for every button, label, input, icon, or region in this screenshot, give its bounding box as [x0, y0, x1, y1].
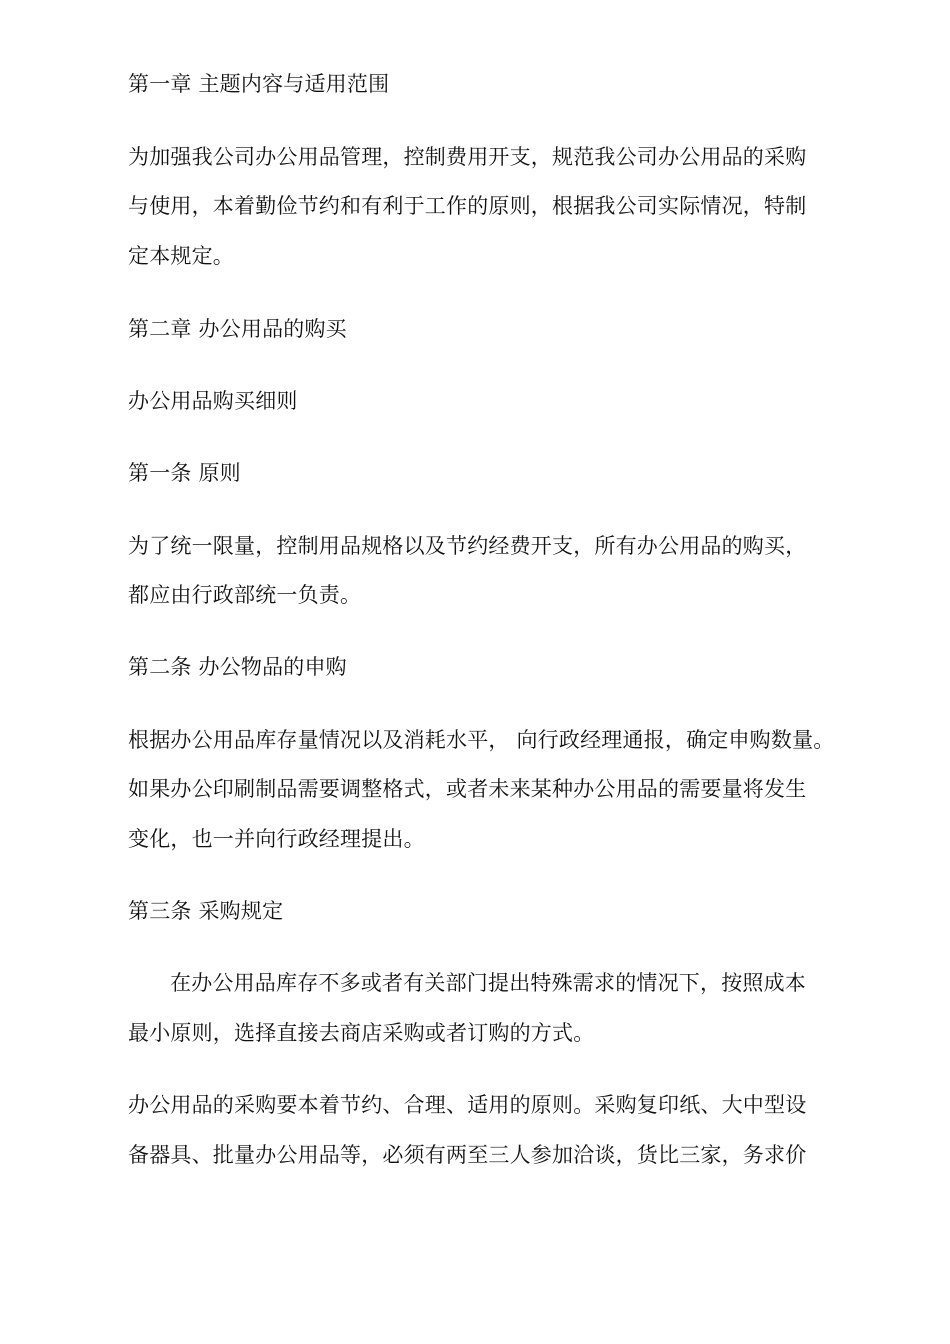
article-3-paragraph-1-line-1: 在办公用品库存不多或者有关部门提出特殊需求的情况下，按照成本	[170, 971, 806, 995]
article-3-paragraph-2-line-1: 办公用品的采购要本着节约、合理、适用的原则。采购复印纸、大中型设	[128, 1093, 807, 1117]
article-3-heading: 第三条 采购规定	[128, 899, 284, 923]
article-1-heading: 第一条 原则	[128, 461, 241, 485]
chapter-2-heading: 第二章 办公用品的购买	[128, 317, 347, 341]
article-1-paragraph-line-1: 为了统一限量，控制用品规格以及节约经费开支，所有办公用品的购买，	[128, 534, 807, 558]
chapter-1-heading: 第一章 主题内容与适用范围	[128, 72, 390, 96]
article-2-paragraph-line-2: 如果办公印刷制品需要调整格式，或者未来某种办公用品的需要量将发生	[128, 777, 807, 801]
article-1-paragraph-line-2: 都应由行政部统一负责。	[128, 583, 362, 607]
chapter-1-paragraph-line-3: 定本规定。	[128, 244, 234, 268]
article-2-heading: 第二条 办公物品的申购	[128, 655, 347, 679]
chapter-1-paragraph-line-2: 与使用，本着勤俭节约和有利于工作的原则，根据我公司实际情况，特制	[128, 194, 807, 218]
article-2-paragraph-line-3: 变化，也一并向行政经理提出。	[128, 827, 425, 851]
article-3-paragraph-2-line-2: 备器具、批量办公用品等，必须有两至三人参加洽谈，货比三家，务求价	[128, 1143, 807, 1167]
article-3-paragraph-1-line-2: 最小原则，选择直接去商店采购或者订购的方式。	[128, 1021, 595, 1045]
chapter-2-subheading: 办公用品购买细则	[128, 389, 298, 413]
article-2-paragraph-line-1: 根据办公用品库存量情况以及消耗水平， 向行政经理通报，确定申购数量。	[128, 728, 835, 752]
chapter-1-paragraph-line-1: 为加强我公司办公用品管理，控制费用开支，规范我公司办公用品的采购	[128, 145, 807, 169]
